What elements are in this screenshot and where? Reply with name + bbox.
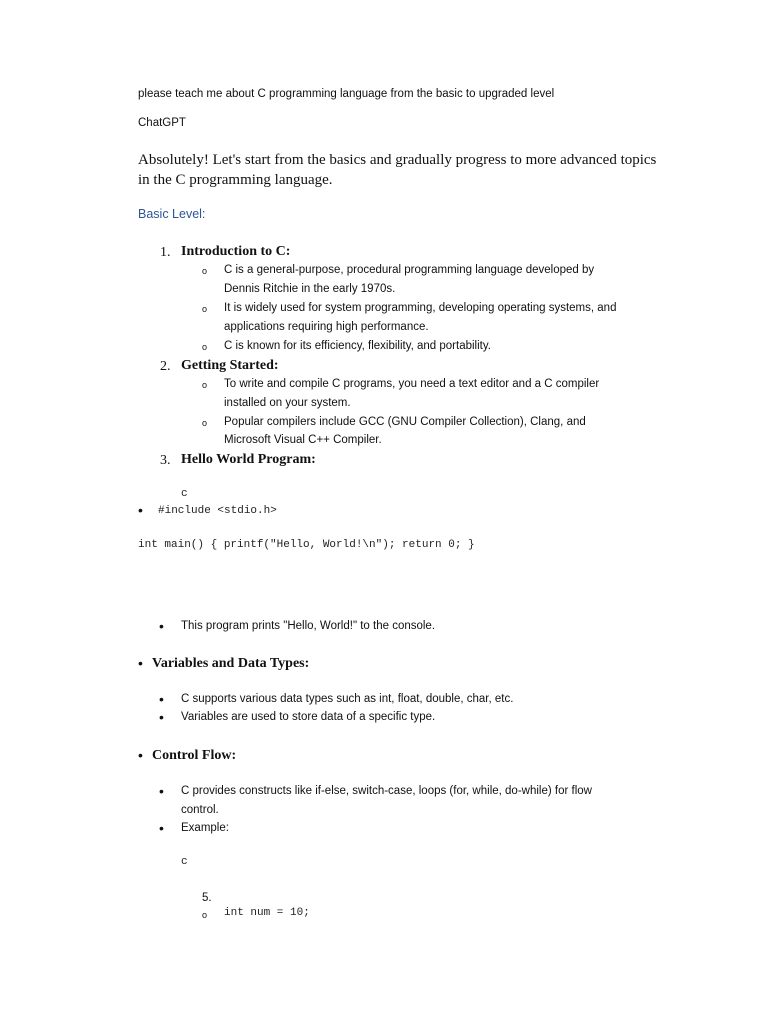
disc-bullet-icon: •	[159, 820, 164, 836]
intro-line-2: in the C programming language.	[138, 172, 333, 188]
section-title: Basic Level:	[138, 207, 206, 221]
list-number-5: 5.	[202, 892, 212, 904]
intro-line-1: Absolutely! Let's start from the basics and gradually progress to more advanced topics	[138, 152, 657, 168]
item-2-bullet-2-line-2: Microsoft Visual C++ Compiler.	[224, 434, 382, 446]
disc-bullet-icon: •	[159, 691, 164, 707]
code-language-label: c	[181, 488, 188, 500]
item-2-bullet-1-line-1: To write and compile C programs, you need a text editor and a C compiler	[224, 378, 600, 390]
disc-bullet-icon: •	[138, 655, 143, 671]
circle-bullet-icon: o	[202, 342, 208, 352]
control-bullet-1-line-1: C provides constructs like if-else, switch-case, loops (for, while, do-while) for flow	[181, 785, 592, 797]
item-2-number: 2.	[160, 359, 171, 374]
variables-bullet-1: C supports various data types such as int, float, double, char, etc.	[181, 693, 514, 705]
item-2-title: Getting Started:	[181, 358, 279, 373]
item-1-bullet-2-line-2: applications requiring high performance.	[224, 321, 429, 333]
item-1-bullet-1-line-2: Dennis Ritchie in the early 1970s.	[224, 283, 396, 295]
variables-bullet-2: Variables are used to store data of a specific type.	[181, 711, 436, 723]
hello-note: This program prints "Hello, World!" to the console.	[181, 620, 436, 632]
control-bullet-2: Example:	[181, 822, 229, 834]
code-line-num: int num = 10;	[224, 907, 310, 919]
item-3-number: 3.	[160, 453, 171, 468]
item-2-bullet-2-line-1: Popular compilers include GCC (GNU Compiler Collection), Clang, and	[224, 416, 586, 428]
disc-bullet-icon: •	[138, 747, 143, 763]
item-1-bullet-1-line-1: C is a general-purpose, procedural programming language developed by	[224, 264, 595, 276]
control-title: Control Flow:	[152, 748, 237, 763]
item-1-title: Introduction to C:	[181, 244, 291, 259]
question-text: please teach me about C programming language from the basic to upgraded level	[138, 88, 555, 100]
circle-bullet-icon: o	[202, 266, 208, 276]
disc-bullet-icon: •	[159, 709, 164, 725]
item-3-title: Hello World Program:	[181, 452, 316, 467]
disc-bullet-icon: •	[159, 618, 164, 634]
item-2-bullet-1-line-2: installed on your system.	[224, 397, 351, 409]
code-language-label: c	[181, 856, 188, 868]
item-1-number: 1.	[160, 245, 171, 260]
circle-bullet-icon: o	[202, 380, 208, 390]
circle-bullet-icon: o	[202, 418, 208, 428]
author-label: ChatGPT	[138, 117, 186, 129]
disc-bullet-icon: •	[138, 502, 143, 518]
control-bullet-1-line-2: control.	[181, 804, 219, 816]
code-block-hello-world: int main() { printf("Hello, World!\n"); return 0; }	[138, 539, 475, 551]
item-1-bullet-3-line-1: C is known for its efficiency, flexibility, and portability.	[224, 340, 491, 352]
variables-title: Variables and Data Types:	[152, 656, 310, 671]
code-include-line: #include <stdio.h>	[158, 505, 277, 517]
circle-bullet-icon: o	[202, 910, 208, 920]
item-1-bullet-2-line-1: It is widely used for system programming, developing operating systems, and	[224, 302, 617, 314]
circle-bullet-icon: o	[202, 304, 208, 314]
disc-bullet-icon: •	[159, 783, 164, 799]
